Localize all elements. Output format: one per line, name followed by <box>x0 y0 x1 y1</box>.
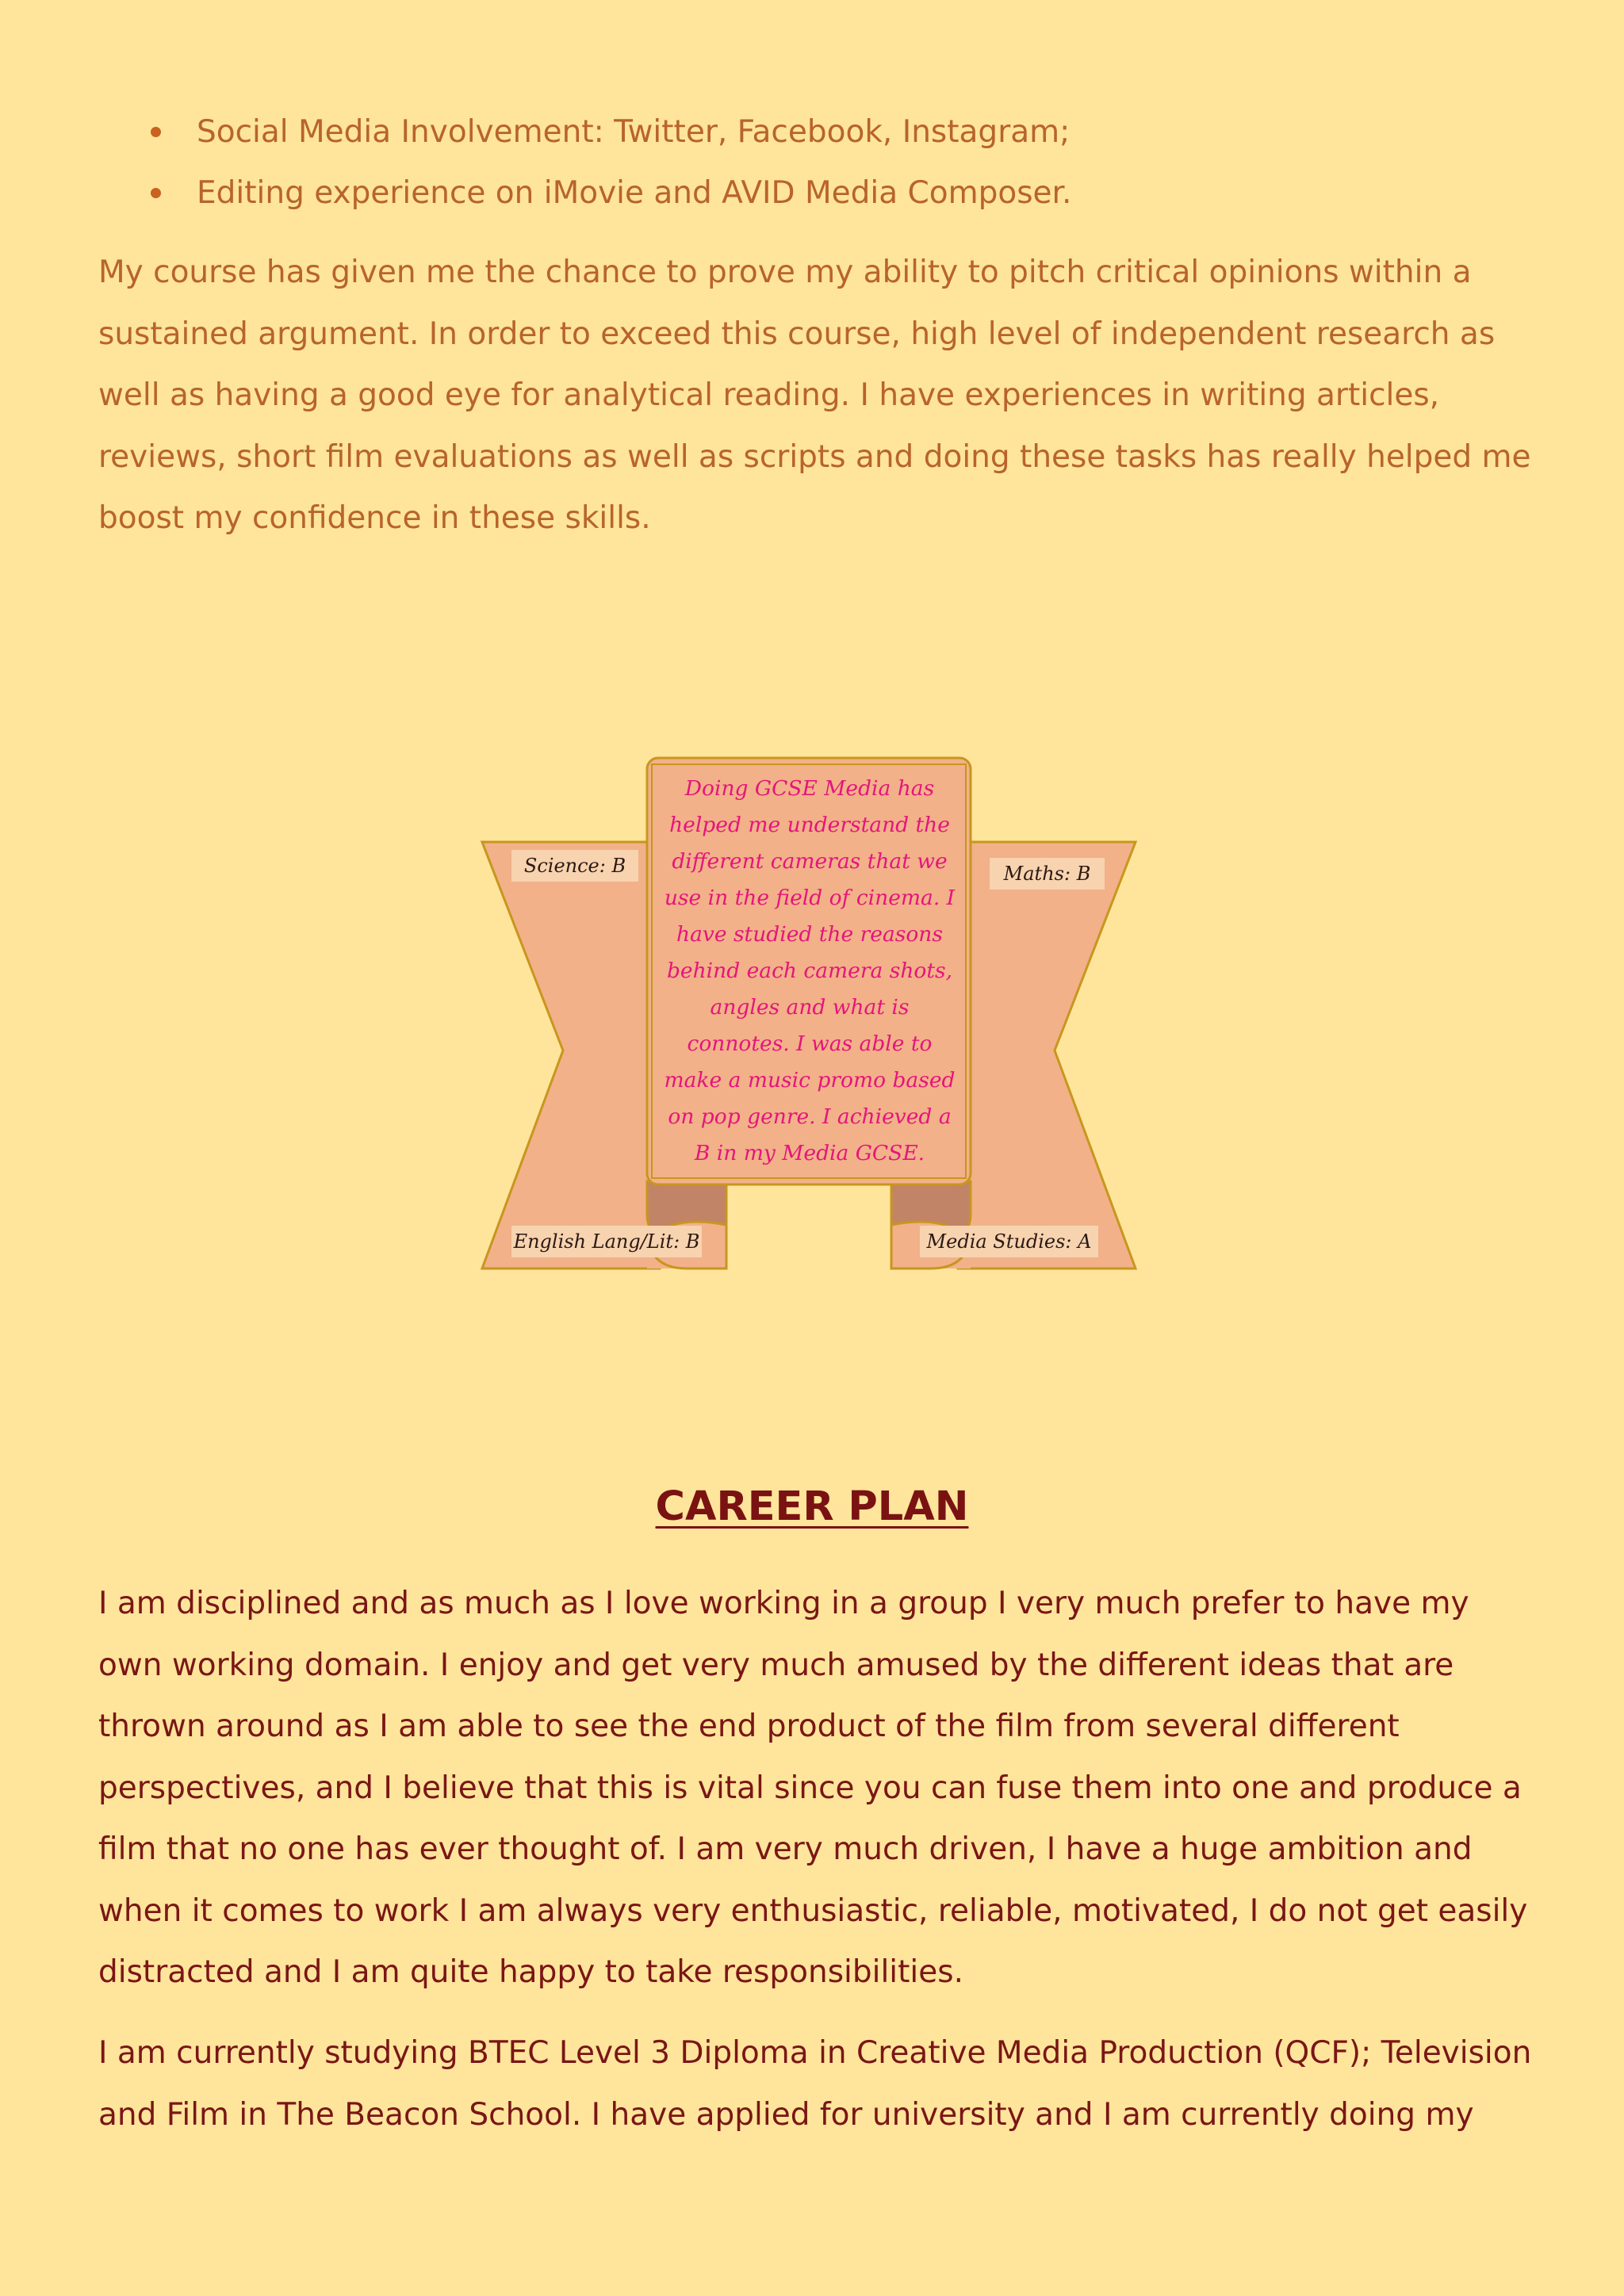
gcse-media-description: Doing GCSE Media has helped me understand the different cameras that we use in the field of cinema. I have studied the reasons behind each camera shots, angles and what is connotes. I was able to make a music promo based on pop genre. I achieved a B in my Media GCSE. <box>664 776 956 1165</box>
grade-tag-english: English Lang/Lit: B <box>511 1226 702 1257</box>
grade-tag-maths: Maths: B <box>990 858 1105 890</box>
career-plan-heading-text: CAREER PLAN <box>655 1483 969 1530</box>
gcse-ribbon-banner <box>476 753 1142 1276</box>
skills-bullet-list <box>98 101 1526 224</box>
grade-tag-media: Media Studies: A <box>920 1226 1098 1257</box>
grade-tag-science: Science: B <box>511 850 638 882</box>
career-paragraph-1: I am disciplined and as much as I love working in a group I very much prefer to have my own working domain. I enjoy and get very much amused by the different ideas that are thrown around as I am able to see the end product of the film from several different perspectives, and I believe that this is vital since you can fuse them into one and produce a film that no one has ever thought of. I am very much driven, I have a huge ambition and when it comes to work I am always very enthusiastic, reliable, motivated, I do not get easily distracted and I am quite happy to take responsibilities. <box>98 1586 1528 1990</box>
bullet-item-editing: Editing experience on iMovie and AVID Media Composer. <box>98 163 1526 224</box>
career-paragraph-2: I am currently studying BTEC Level 3 Diploma in Creative Media Production (QCF); Television and Film in The Beacon School. I have applied for university and I am currently doing my <box>98 2035 1532 2133</box>
bullet-item-social-media: Social Media Involvement: Twitter, Facebook, Instagram; <box>98 101 1526 163</box>
career-plan-heading <box>0 1479 1624 1535</box>
course-paragraph: My course has given me the chance to prove my ability to pitch critical opinions within a sustained argument. In order to exceed this course, high level of independent research as well as having a good eye for analytical reading. I have experiences in writing articles, reviews, short film evaluations as well as scripts and doing these tasks has really helped me boost my confidence in these skills. <box>98 254 1531 536</box>
